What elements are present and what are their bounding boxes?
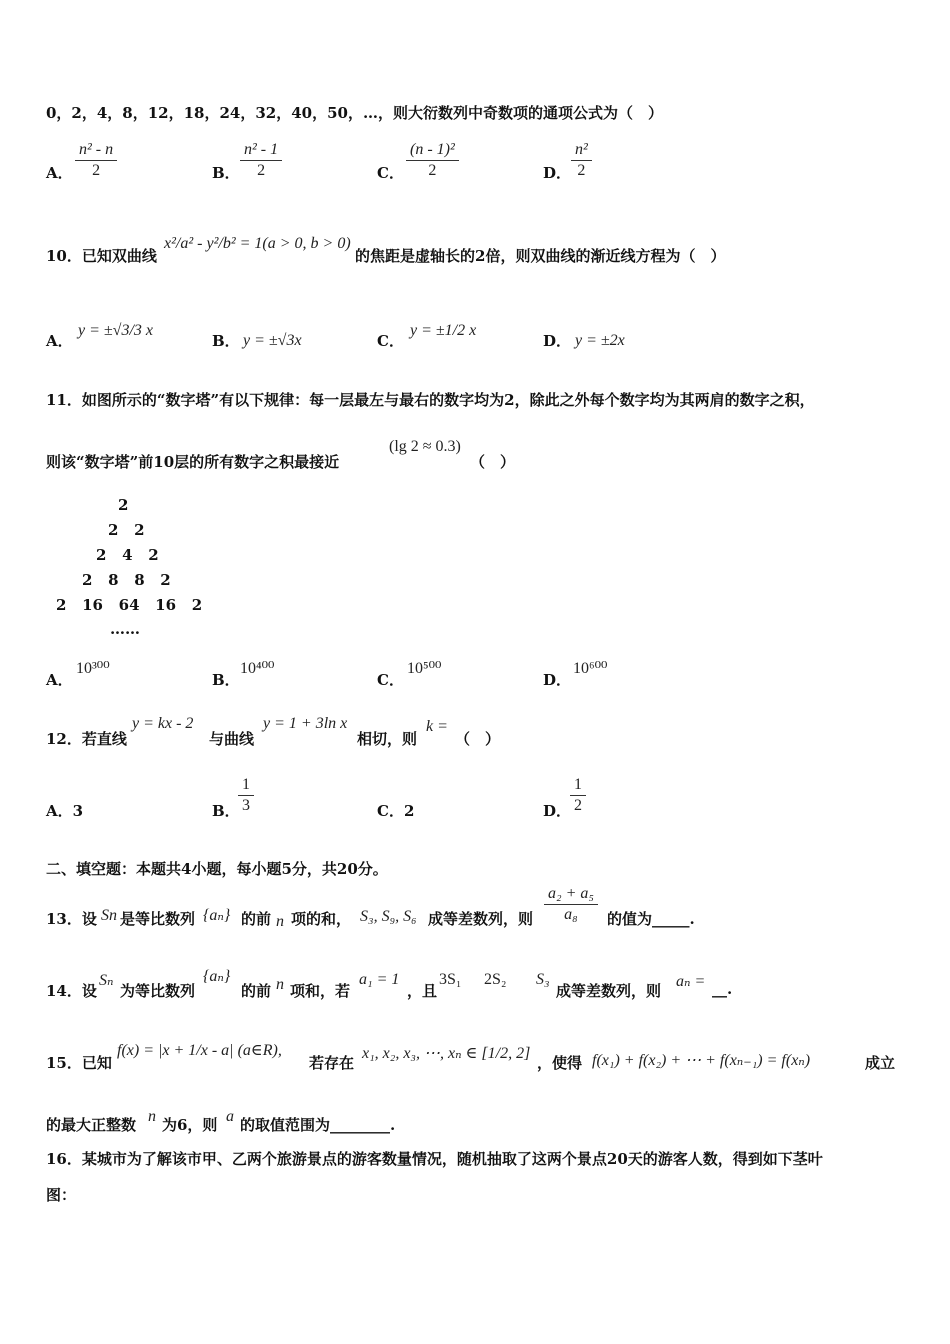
q12-line-eq: y = kx - 2: [132, 715, 194, 732]
tower-row-4: 2 8 8 2: [82, 571, 171, 589]
q12-option-a: A．3: [46, 802, 84, 820]
q13-prefix: 13．设: [46, 910, 97, 928]
q11-option-a-text: 10³⁰⁰: [76, 660, 110, 677]
q12-option-c: C．2: [377, 802, 415, 820]
q9-option-d-label: D．: [543, 164, 572, 182]
q15-function: f(x) = |x + 1/x - a| (a∈R),: [117, 1042, 282, 1059]
denominator: a₈: [564, 906, 578, 923]
q10-option-c-text: y = ±1/2 x: [410, 322, 477, 339]
q13-t5: 的值为_____.: [607, 910, 695, 928]
q11-option-d-text: 10⁶⁰⁰: [573, 660, 608, 677]
q12-option-d-fraction: [570, 775, 586, 816]
tower-row-2: 2 2: [108, 521, 145, 539]
q15-equation: f(x₁) + f(x₂) + ⋯ + f(xₙ₋₁) = f(xₙ): [592, 1052, 811, 1069]
q14-s1: 3S₁: [439, 971, 462, 988]
q15-t2: ，使得: [537, 1054, 583, 1072]
tower-row-5: 2 16 64 16 2: [56, 596, 203, 614]
q14-n: n: [276, 976, 284, 993]
tower-ellipsis: ……: [110, 620, 140, 638]
q15-t1: 若存在: [309, 1054, 355, 1072]
q12-option-b-label: B．: [212, 802, 240, 820]
q15-t3: 成立: [865, 1054, 896, 1072]
q15-line2a: 的最大正整数: [46, 1116, 137, 1134]
q10-option-b-label: B．: [212, 332, 240, 350]
tower-row-3: 2 4 2: [96, 546, 159, 564]
q16-line2: 图：: [46, 1186, 77, 1204]
q11-option-a-label: A．: [46, 671, 73, 689]
q13-t2: 的前: [241, 910, 272, 928]
q10-option-b-text: y = ±√3x: [243, 332, 302, 349]
denominator: 2: [577, 162, 586, 179]
q10-suffix: 的焦距是虚轴长的2倍，则双曲线的渐近线方程为（ ）: [355, 247, 726, 265]
q12-curve-eq: y = 1 + 3ln x: [263, 715, 348, 732]
q11-option-b-label: B．: [212, 671, 240, 689]
denominator: 2: [574, 797, 582, 814]
q10-option-d-label: D．: [543, 332, 572, 350]
q14-t6: __.: [712, 980, 733, 998]
denominator: 2: [92, 162, 101, 179]
q10-option-a-text: y = ±√3/3 x: [78, 322, 154, 339]
q11-paren: （ ）: [470, 453, 516, 471]
q9-option-d-fraction: [571, 140, 592, 181]
q13-sn: Sn: [101, 907, 117, 924]
q9-stem: 0，2，4，8，12，18，24，32，40，50，…，则大衍数列中奇数项的通项公式为（ ）: [46, 104, 663, 122]
q12-option-d-label: D．: [543, 802, 572, 820]
q11-line2: 则该“数字塔”前10层的所有数字之积最接近: [46, 453, 340, 471]
q11-option-c-text: 10⁵⁰⁰: [407, 660, 442, 677]
q10-option-d-text: y = ±2x: [575, 332, 625, 349]
section-heading: 二、填空题：本题共4小题，每小题5分，共20分。: [46, 860, 388, 878]
q11-option-c-label: C．: [377, 671, 404, 689]
q13-t3: 项的和，: [291, 910, 352, 928]
q14-t3: 项和，若: [290, 982, 351, 1000]
numerator: a₂ + a₅: [544, 884, 598, 905]
q11-option-d-label: D．: [543, 671, 572, 689]
q13-t4: 成等差数列，则: [428, 910, 534, 928]
q15-xs: x₁, x₂, x₃, ⋯, xₙ ∈ [1/2, 2]: [362, 1045, 531, 1062]
q13-fraction: [544, 884, 598, 925]
q15-a: a: [226, 1108, 234, 1125]
numerator: n² - 1: [240, 140, 282, 161]
q14-s3: S₃: [536, 971, 550, 988]
q10-prefix: 10．已知双曲线: [46, 247, 157, 265]
q10-hyperbola-formula: x²/a² - y²/b² = 1(a > 0, b > 0): [164, 235, 351, 252]
q11-hint: (lg 2 ≈ 0.3): [389, 438, 461, 455]
denominator: 3: [242, 797, 250, 814]
q14-t1: 为等比数列: [120, 982, 196, 1000]
q15-line2b: 为6，则: [162, 1116, 218, 1134]
q13-t1: 是等比数列: [120, 910, 196, 928]
q14-s2: 2S₂: [484, 971, 507, 988]
q15-prefix: 15．已知: [46, 1054, 112, 1072]
q12-prefix: 12．若直线: [46, 730, 127, 748]
tower-row-1: 2: [118, 496, 129, 514]
q12-suffix: 相切，则: [357, 730, 418, 748]
q14-an: {aₙ}: [203, 968, 231, 985]
q9-option-a-label: A．: [46, 164, 73, 182]
q11-option-b-text: 10⁴⁰⁰: [240, 660, 275, 677]
q11-line1: 11．如图所示的“数字塔”有以下规律：每一层最左与最右的数字均为2，除此之外每个数字均为其两肩的数字之积，: [46, 391, 815, 409]
q9-option-a-fraction: [75, 140, 117, 181]
numerator: 1: [570, 775, 586, 796]
q15-line2c: 的取值范围为________.: [240, 1116, 396, 1134]
q9-option-c-label: C．: [377, 164, 404, 182]
q14-t4: ，且: [407, 982, 438, 1000]
q12-k: k =: [426, 718, 448, 735]
q9-option-b-fraction: [240, 140, 282, 181]
q14-an-eq: aₙ =: [676, 973, 706, 990]
numerator: n²: [571, 140, 592, 161]
q13-n: n: [276, 913, 284, 930]
q12-option-b-fraction: [238, 775, 254, 816]
q14-prefix: 14．设: [46, 982, 97, 1000]
q10-option-c-label: C．: [377, 332, 404, 350]
q12-paren: （ ）: [455, 730, 501, 748]
q15-n: n: [148, 1108, 156, 1125]
numerator: 1: [238, 775, 254, 796]
denominator: 2: [428, 162, 437, 179]
q10-option-a-label: A．: [46, 332, 73, 350]
q14-sn: Sₙ: [99, 972, 114, 989]
q14-t5: 成等差数列，则: [556, 982, 662, 1000]
q9-option-b-label: B．: [212, 164, 240, 182]
q13-s: S₃, S₉, S₆: [360, 908, 417, 925]
q9-option-c-fraction: [406, 140, 459, 181]
numerator: (n - 1)²: [406, 140, 459, 161]
q14-t2: 的前: [241, 982, 272, 1000]
denominator: 2: [257, 162, 266, 179]
q16-line1: 16．某城市为了解该市甲、乙两个旅游景点的游客数量情况，随机抽取了这两个景点20天的游客人数，得到如下茎叶: [46, 1150, 823, 1168]
q14-a1: a₁ = 1: [359, 971, 400, 988]
numerator: n² - n: [75, 140, 117, 161]
q12-mid: 与曲线: [209, 730, 255, 748]
q13-an: {aₙ}: [203, 907, 231, 924]
